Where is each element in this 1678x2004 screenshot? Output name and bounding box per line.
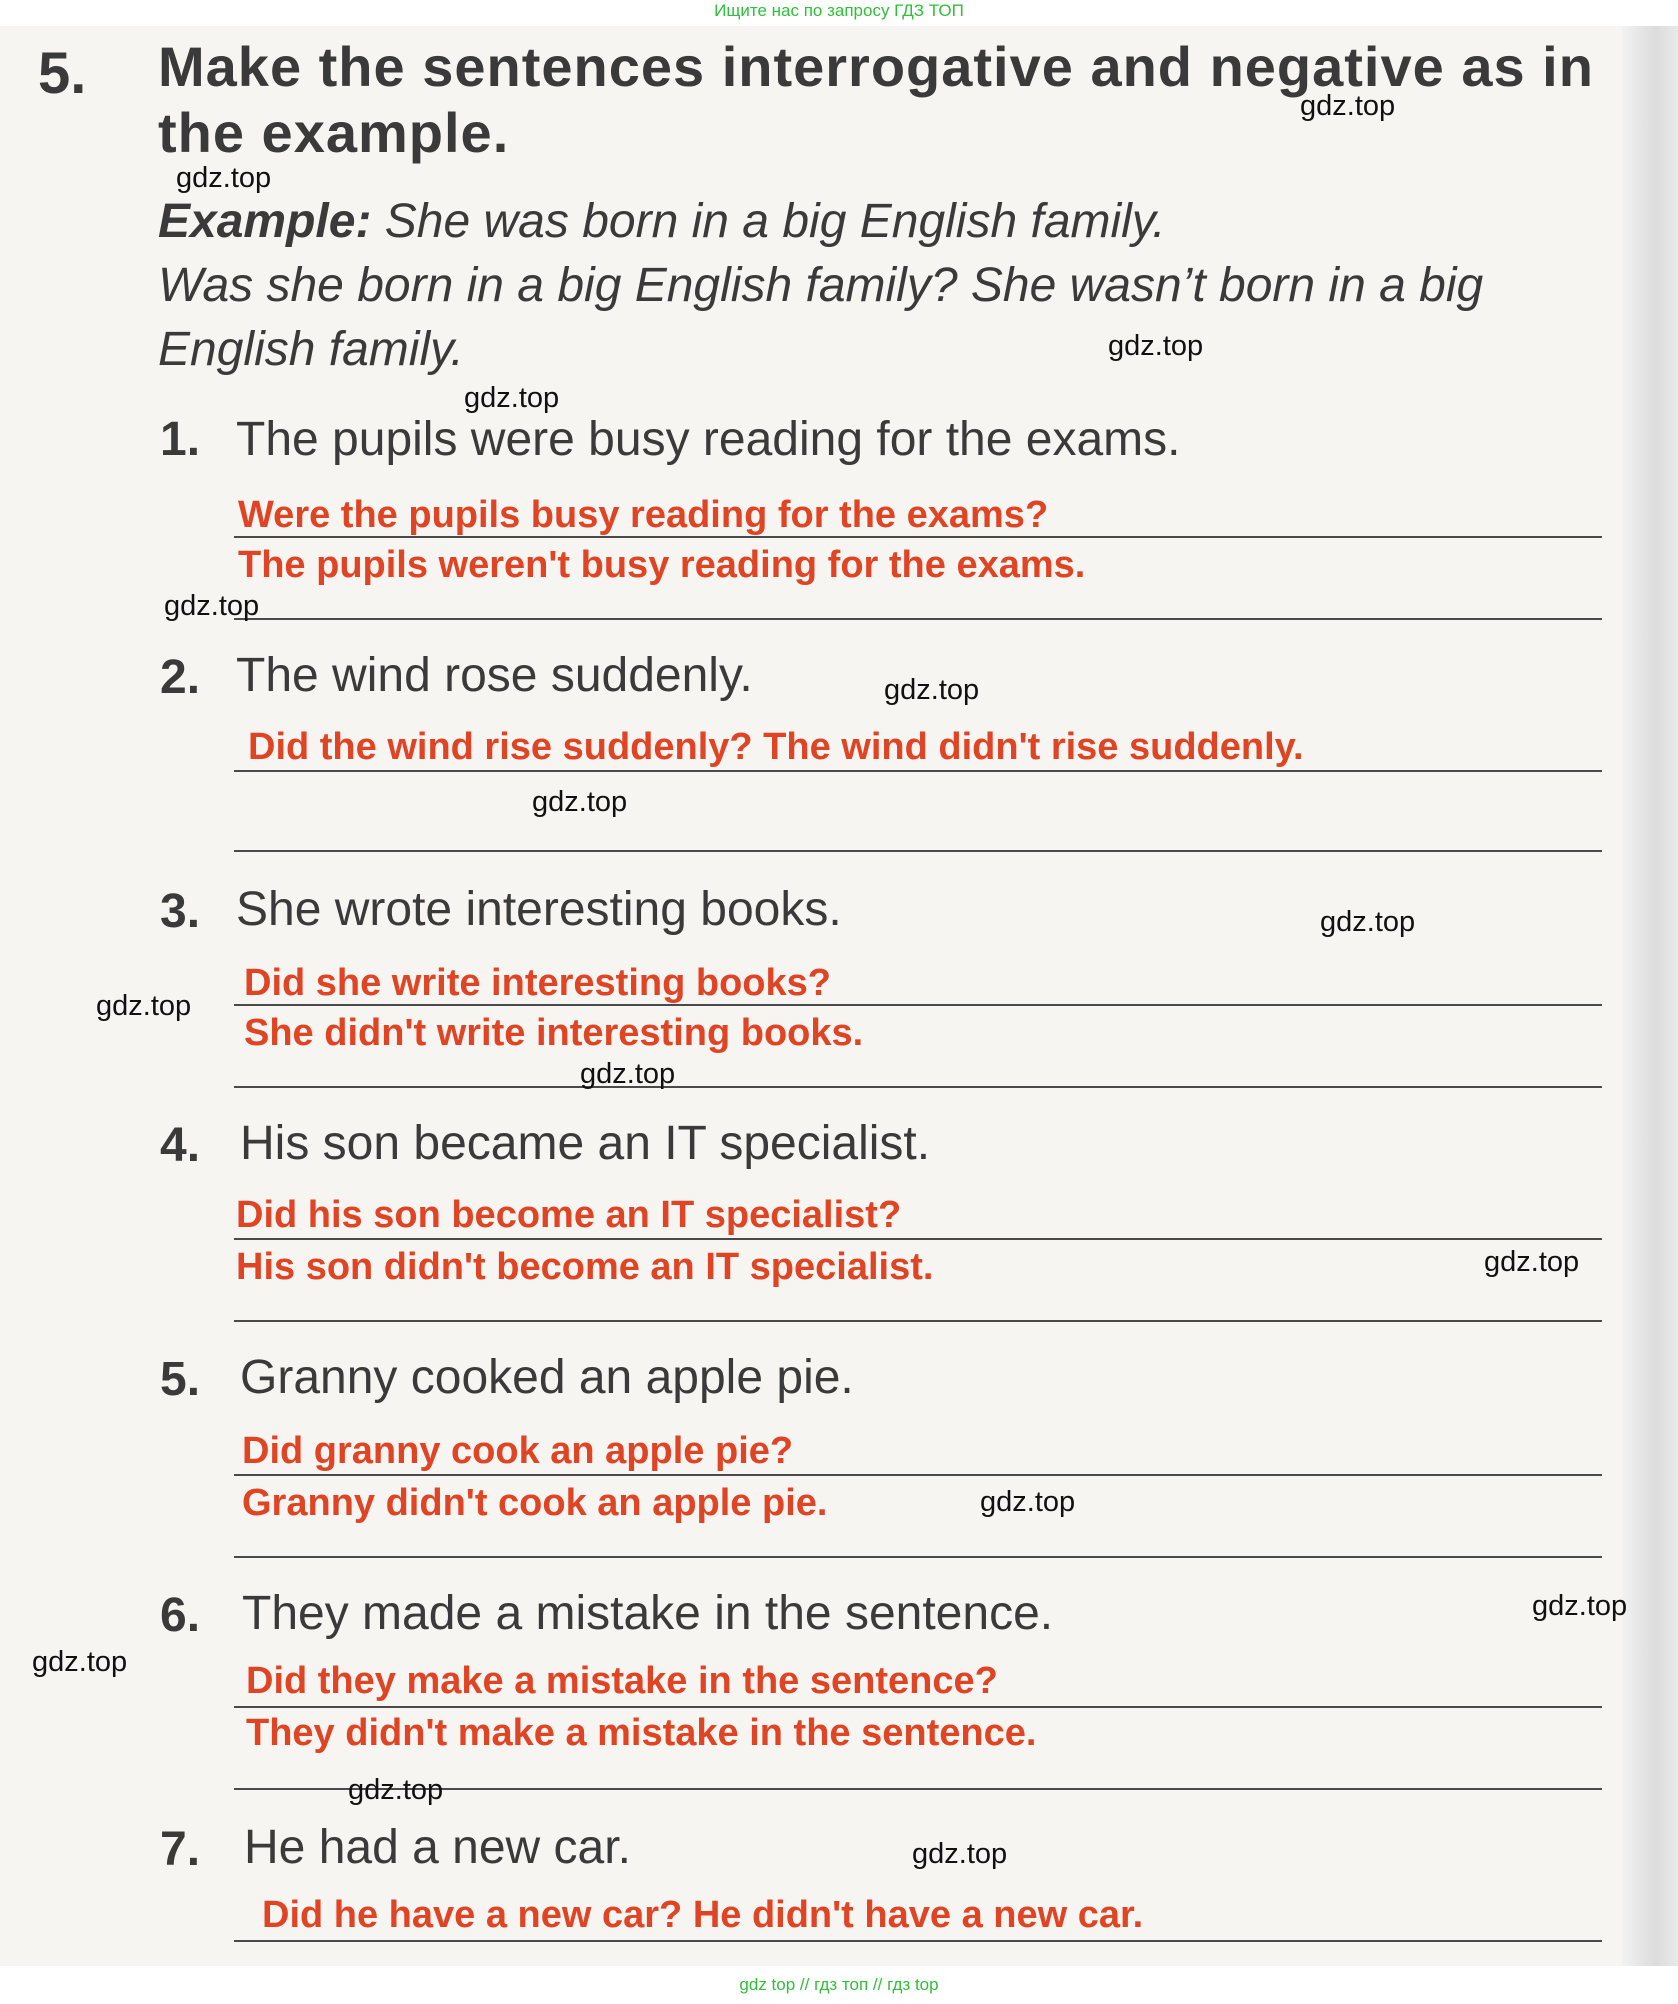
example-answer: Was she born in a big English family? She wasn’t born in a big English family.	[158, 259, 1484, 376]
watermark: gdz.top	[580, 1058, 676, 1090]
answer-question: Did she write interesting books?	[244, 962, 831, 1004]
answer-negative: They didn't make a mistake in the sentence.	[246, 1712, 1037, 1754]
answer-line	[234, 1474, 1602, 1476]
item-number: 5.	[160, 1353, 201, 1406]
answer-negative: Granny didn't cook an apple pie.	[242, 1482, 828, 1524]
item-number: 6.	[160, 1589, 201, 1642]
item-sentence: Granny cooked an apple pie.	[240, 1351, 854, 1404]
example-label: Example:	[158, 195, 372, 248]
watermark: gdz.top	[32, 1646, 128, 1678]
watermark: gdz.top	[348, 1774, 444, 1806]
answer-question: Did he have a new car? He didn't have a new car.	[262, 1894, 1144, 1936]
answer-line	[234, 850, 1602, 852]
answer-line	[234, 1940, 1602, 1942]
item-number: 3.	[160, 885, 201, 938]
answer-line	[234, 618, 1602, 620]
answer-line	[234, 1004, 1602, 1006]
watermark: gdz.top	[980, 1486, 1076, 1518]
answer-line	[234, 1086, 1602, 1088]
answer-question: Did they make a mistake in the sentence?	[246, 1660, 998, 1702]
watermark: gdz.top	[1484, 1246, 1580, 1278]
item-number: 2.	[160, 651, 201, 704]
watermark: gdz.top	[1320, 906, 1416, 938]
item-sentence: His son became an IT specialist.	[240, 1117, 931, 1170]
example-block	[158, 190, 1618, 382]
item-sentence: The pupils were busy reading for the exams.	[236, 413, 1181, 466]
answer-question: Did the wind rise suddenly? The wind didn't rise suddenly.	[248, 726, 1304, 768]
answer-question: Did granny cook an apple pie?	[242, 1430, 794, 1472]
item-number: 1.	[160, 413, 201, 466]
watermark: gdz.top	[464, 382, 560, 414]
exercise-title: Make the sentences interrogative and negative as in the example.	[158, 35, 1594, 164]
example-sentence: She was born in a big English family.	[384, 195, 1166, 248]
item-number: 7.	[160, 1823, 201, 1876]
answer-line	[234, 1556, 1602, 1558]
item-sentence: The wind rose suddenly.	[236, 649, 753, 702]
answer-line	[234, 1320, 1602, 1322]
item-sentence: He had a new car.	[244, 1821, 631, 1874]
watermark: gdz.top	[1108, 330, 1204, 362]
exercise-number: 5.	[38, 41, 87, 106]
top-banner: Ищите нас по запросу ГДЗ ТОП	[714, 1, 964, 20]
bottom-banner: gdz top // гдз топ // гдз top	[739, 1975, 939, 1994]
item-sentence: She wrote interesting books.	[236, 883, 842, 936]
answer-question: Did his son become an IT specialist?	[236, 1194, 902, 1236]
answer-negative: She didn't write interesting books.	[244, 1012, 864, 1054]
item-sentence: They made a mistake in the sentence.	[242, 1587, 1054, 1640]
answer-line	[234, 770, 1602, 772]
watermark: gdz.top	[532, 786, 628, 818]
watermark: gdz.top	[96, 990, 192, 1022]
page-edge-shadow	[1622, 26, 1678, 1966]
answer-question: Were the pupils busy reading for the exams?	[238, 494, 1049, 536]
watermark: gdz.top	[912, 1838, 1008, 1870]
watermark: gdz.top	[164, 590, 260, 622]
answer-negative: The pupils weren't busy reading for the exams.	[238, 544, 1086, 586]
answer-line	[234, 536, 1602, 538]
watermark: gdz.top	[1300, 90, 1396, 122]
answer-line	[234, 1706, 1602, 1708]
watermark: gdz.top	[176, 162, 272, 194]
item-number: 4.	[160, 1119, 201, 1172]
watermark: gdz.top	[884, 674, 980, 706]
watermark: gdz.top	[1532, 1590, 1628, 1622]
answer-line	[234, 1238, 1602, 1240]
answer-negative: His son didn't become an IT specialist.	[236, 1246, 934, 1288]
